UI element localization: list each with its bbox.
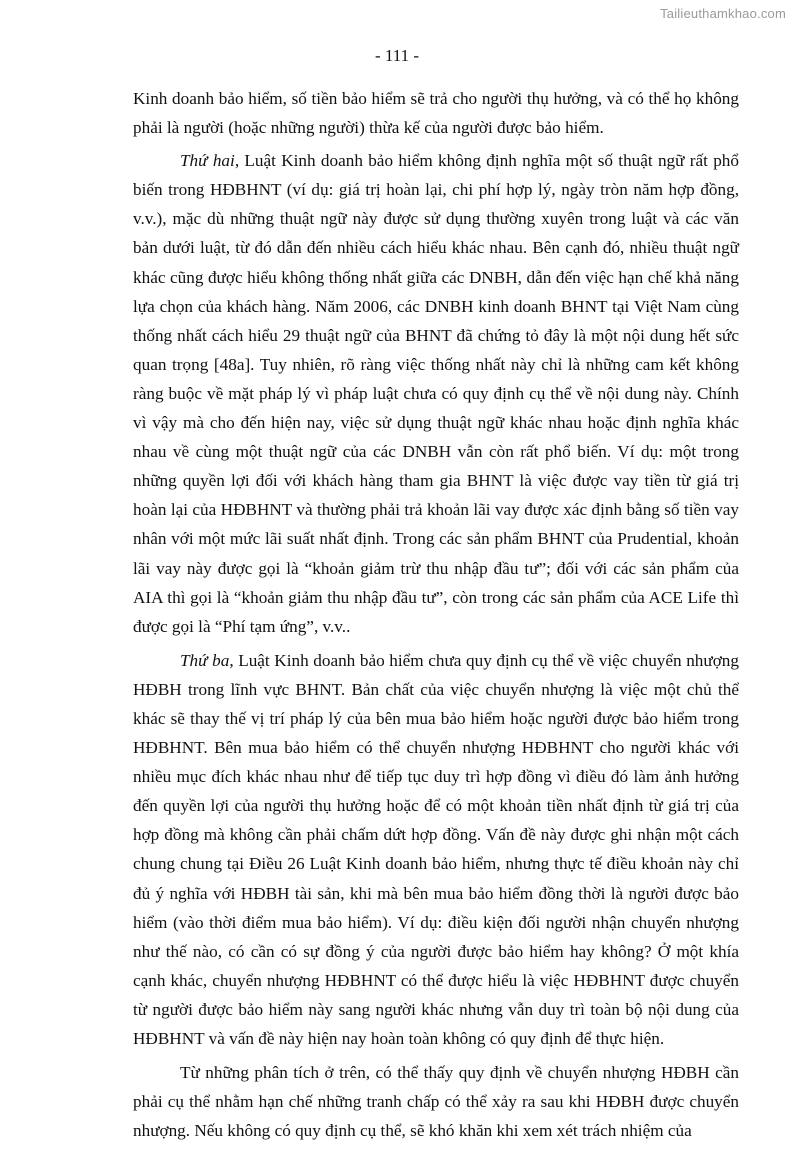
paragraph-conclusion: Từ những phân tích ở trên, có thể thấy quy định về chuyển nhượng HĐBH cần phải cụ thể nhằm hạn chế những tranh chấp có thể xảy ra sau khi HĐBH được chuyển nhượng. Nếu không có quy định cụ thể, sẽ khó khăn khi xem xét trách nhiệm của — [133, 1063, 739, 1141]
paragraph-body-thu-hai: , Luật Kinh doanh bảo hiểm không định nghĩa một số thuật ngữ rất phổ biến trong HĐBHNT (ví dụ: giá trị hoàn lại, chi phí hợp lý, ngày tròn năm hợp đồng, v.v.), mặc dù những thuật ngữ này được sử dụng thường xuyên trong luật và các văn bản dưới luật, từ đó dẫn đến nhiều cách hiểu khác nhau. Bên cạnh đó, nhiều thuật ngữ khác cũng được hiểu không thống nhất giữa các DNBH, dẫn đến việc hạn chế khả năng lựa chọn của khách hàng. Năm 2006, các DNBH kinh doanh BHNT tại Việt Nam cùng thống nhất cách hiểu 29 thuật ngữ của BHNT đã chứng tỏ đây là một nội dung hết sức quan trọng [48a]. Tuy nhiên, rõ ràng việc thống nhất này chỉ là những cam kết không ràng buộc về mặt pháp lý vì pháp luật chưa có quy định cụ thể về nội dung này. Chính vì vậy mà cho đến hiện nay, việc sử dụng thuật ngữ khác nhau hoặc định nghĩa khác nhau về cùng một thuật ngữ của các DNBH vẫn còn rất phổ biến. Ví dụ: một trong những quyền lợi đối với khách hàng tham gia BHNT là việc được vay tiền từ giá trị hoàn lại của HĐBHNT và thường phải trả khoản lãi vay được xác định bằng số tiền vay nhân với một mức lãi suất nhất định. Trong các sản phẩm BHNT của Prudential, khoản lãi vay này được gọi là “khoản giảm trừ thu nhập đầu tư”; đối với các sản phẩm của AIA thì gọi là “khoản giảm thu nhập đầu tư”, còn trong các sản phẩm của ACE Life thì được gọi là “Phí tạm ứng”, v.v.. — [133, 151, 739, 636]
paragraph-thu-ba — [133, 646, 739, 1053]
watermark-text: Tailieuthamkhao.com — [660, 6, 786, 21]
paragraph-thu-hai — [133, 146, 739, 641]
document-body — [133, 84, 739, 1149]
paragraph-body-thu-ba: , Luật Kinh doanh bảo hiểm chưa quy định cụ thể về việc chuyển nhượng HĐBH trong lĩnh vực BHNT. Bản chất của việc chuyển nhượng là việc một chủ thể khác sẽ thay thế vị trí pháp lý của bên mua bảo hiểm hoặc người được bảo hiểm trong HĐBHNT. Bên mua bảo hiểm có thể chuyển nhượng HĐBHNT cho người khác với nhiều mục đích khác nhau như để tiếp tục duy trì hợp đồng vì điều đó làm ảnh hưởng đến quyền lợi của người thụ hưởng hoặc để có một khoản tiền nhất định từ giá trị của hợp đồng mà không cần phải chấm dứt hợp đồng. Vấn đề này được ghi nhận một cách chung chung tại Điều 26 Luật Kinh doanh bảo hiểm, nhưng thực tế điều khoản này chỉ đủ ý nghĩa với HĐBH tài sản, khi mà bên mua bảo hiểm đồng thời là người được bảo hiểm (vào thời điểm mua bảo hiểm). Ví dụ: điều kiện đối người nhận chuyển nhượng như thế nào, có cần có sự đồng ý của người được bảo hiểm hay không? Ở một khía cạnh khác, chuyển nhượng HĐBHNT có thể được hiểu là việc HĐBHNT được chuyển từ người được bảo hiểm này sang người khác nhưng vẫn duy trì toàn bộ nội dung của HĐBHNT và vấn đề này hiện nay hoàn toàn không có quy định để thực hiện. — [133, 650, 739, 1048]
paragraph-continuation: Kinh doanh bảo hiểm, số tiền bảo hiểm sẽ trả cho người thụ hưởng, và có thể họ không phải là người (hoặc những người) thừa kế của người được bảo hiểm. — [133, 89, 739, 138]
paragraph-lead-thu-ba: Thứ ba — [180, 650, 230, 670]
page-number: - 111 - — [374, 46, 420, 65]
paragraph-lead-thu-hai: Thứ hai — [180, 151, 235, 171]
